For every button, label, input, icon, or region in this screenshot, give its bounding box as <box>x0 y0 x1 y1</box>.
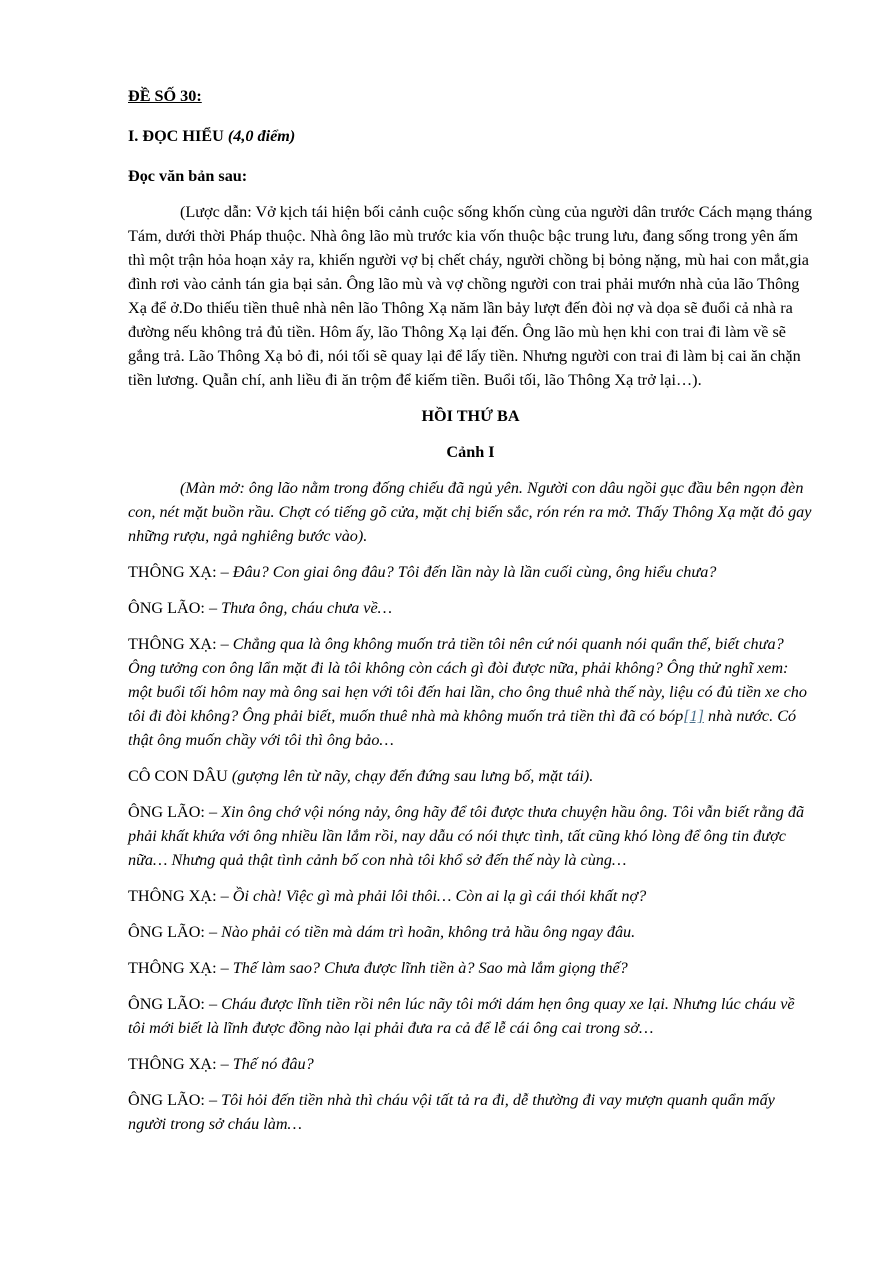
speaker-name: ÔNG LÃO: <box>128 1091 209 1109</box>
document-page <box>128 84 813 1148</box>
speech-text-continued: nhà nước. Có thật ông muốn chầy với tôi thì ông bảo… <box>128 707 797 749</box>
dialogue-line <box>128 992 813 1040</box>
reading-instruction: Đọc văn bản sau: <box>128 167 248 185</box>
footnote-link[interactable]: [1] <box>683 707 704 725</box>
speech-text: – Ồi chà! Việc gì mà phải lôi thôi… Còn ai lạ gì cái thói khất nợ? <box>220 887 647 905</box>
speech-text: – Nào phải có tiền mà dám trì hoãn, không trả hầu ông ngay đâu. <box>208 923 636 941</box>
exam-title: ĐỀ SỐ 30: <box>128 87 202 105</box>
section-title-text: I. ĐỌC HIỂU <box>128 127 228 145</box>
dialogue-line <box>128 560 813 584</box>
speech-text: (gượng lên từ nãy, chạy đến đứng sau lưng bố, mặt tái). <box>231 767 594 785</box>
act-heading: HỒI THỨ BA <box>421 407 520 425</box>
speaker-name: ÔNG LÃO: <box>128 803 209 821</box>
speech-text: – Thế làm sao? Chưa được lĩnh tiền à? Sao mà lắm giọng thế? <box>220 959 628 977</box>
dialogue-line <box>128 956 813 980</box>
speaker-name: ÔNG LÃO: <box>128 995 209 1013</box>
speaker-name: THÔNG XẠ: <box>128 959 221 977</box>
speech-text: – Thế nó đâu? <box>220 1055 314 1073</box>
dialogue-line <box>128 1088 813 1136</box>
speaker-name: THÔNG XẠ: <box>128 1055 221 1073</box>
speaker-name: ÔNG LÃO: <box>128 923 209 941</box>
speaker-name: THÔNG XẠ: <box>128 887 221 905</box>
dialogue-line <box>128 632 813 752</box>
dialogue-line <box>128 1052 813 1076</box>
speaker-name: CÔ CON DÂU <box>128 767 232 785</box>
dialogue-line <box>128 884 813 908</box>
stage-direction: (Màn mở: ông lão nằm trong đống chiếu đã ngủ yên. Người con dâu ngồi gục đầu bên ngọn đèn con, nét mặt buồn rầu. Chợt có tiếng gõ cửa, mặt chị biến sắc, rón rén ra mở. Thấy Thông Xạ mặt đỏ gay những rượu, ngả nghiêng bước vào). <box>128 479 812 545</box>
speech-text: – Thưa ông, cháu chưa về… <box>208 599 393 617</box>
speech-text: – Đâu? Con giai ông đâu? Tôi đến lần này là lần cuối cùng, ông hiểu chưa? <box>220 563 717 581</box>
dialogue-line <box>128 596 813 620</box>
dialogue-line <box>128 800 813 872</box>
speaker-name: THÔNG XẠ: <box>128 563 221 581</box>
scene-heading: Cảnh I <box>446 443 495 461</box>
speech-text: – Xin ông chớ vội nóng nảy, ông hãy để tôi được thưa chuyện hầu ông. Tôi vẫn biết rằng đã phải khất khứa với ông nhiều lần lắm rồi, nay dẫu có nói thực tình, tất cũng khó lòng để ông tin được nữa… Nhưng quả thật tình cảnh bố con nhà tôi khổ sở đến thế này là cùng… <box>128 803 805 869</box>
section-points: (4,0 điểm) <box>227 127 296 145</box>
summary-paragraph: (Lược dẫn: Vở kịch tái hiện bối cảnh cuộc sống khốn cùng của người dân trước Cách mạng tháng Tám, dưới thời Pháp thuộc. Nhà ông lão mù trước kia vốn thuộc bậc trung lưu, đang sống trong yên ấm thì một trận hỏa hoạn xảy ra, khiến người vợ bị chết cháy, người chồng bị bỏng nặng, mù hai con mắt,gia đình rơi vào cảnh tán gia bại sản. Ông lão mù và vợ chồng người con trai phải mướn nhà của lão Thông Xạ để ở.Do thiếu tiền thuê nhà nên lão Thông Xạ năm lần bảy lượt đến đòi nợ và dọa sẽ đuổi cả nhà ra đường nếu không trả đủ tiền. Hôm ấy, lão Thông Xạ lại đến. Ông lão mù hẹn khi con trai đi làm về sẽ gắng trả. Lão Thông Xạ bỏ đi, nói tối sẽ quay lại để lấy tiền. Nhưng người con trai đi làm bị cai ăn chặn tiền lương. Quẫn chí, anh liều đi ăn trộm để kiếm tiền. Buổi tối, lão Thông Xạ trở lại…). <box>128 203 813 389</box>
speaker-name: THÔNG XẠ: <box>128 635 221 653</box>
dialogue-line <box>128 764 813 788</box>
speech-text: – Tôi hỏi đến tiền nhà thì cháu vội tất tả ra đi, dễ thường đi vay mượn quanh quẩn mấy người trong sở cháu làm… <box>128 1091 775 1133</box>
speech-text: – Cháu được lĩnh tiền rồi nên lúc nãy tôi mới dám hẹn ông quay xe lại. Nhưng lúc cháu về tôi mới biết là lĩnh được đồng nào lại phải đưa ra cả để lễ cái ông cai trong sở… <box>128 995 795 1037</box>
section-title <box>128 124 813 148</box>
speaker-name: ÔNG LÃO: <box>128 599 209 617</box>
dialogue-line <box>128 920 813 944</box>
speech-text: – Chẳng qua là ông không muốn trả tiền tôi nên cứ nói quanh nói quẩn thế, biết chưa? Ông tưởng con ông lẩn mặt đi là tôi không còn cách gì đòi được nữa, phải không? Ông thử nghĩ xem: một buổi tối hôm nay mà ông sai hẹn với tôi đến hai lần, cho ông thuê nhà thế này, liệu có đủ tiền xe cho tôi đi đòi không? Ông phải biết, muốn thuê nhà mà không muốn trả tiền thì đã có bóp <box>128 635 807 725</box>
